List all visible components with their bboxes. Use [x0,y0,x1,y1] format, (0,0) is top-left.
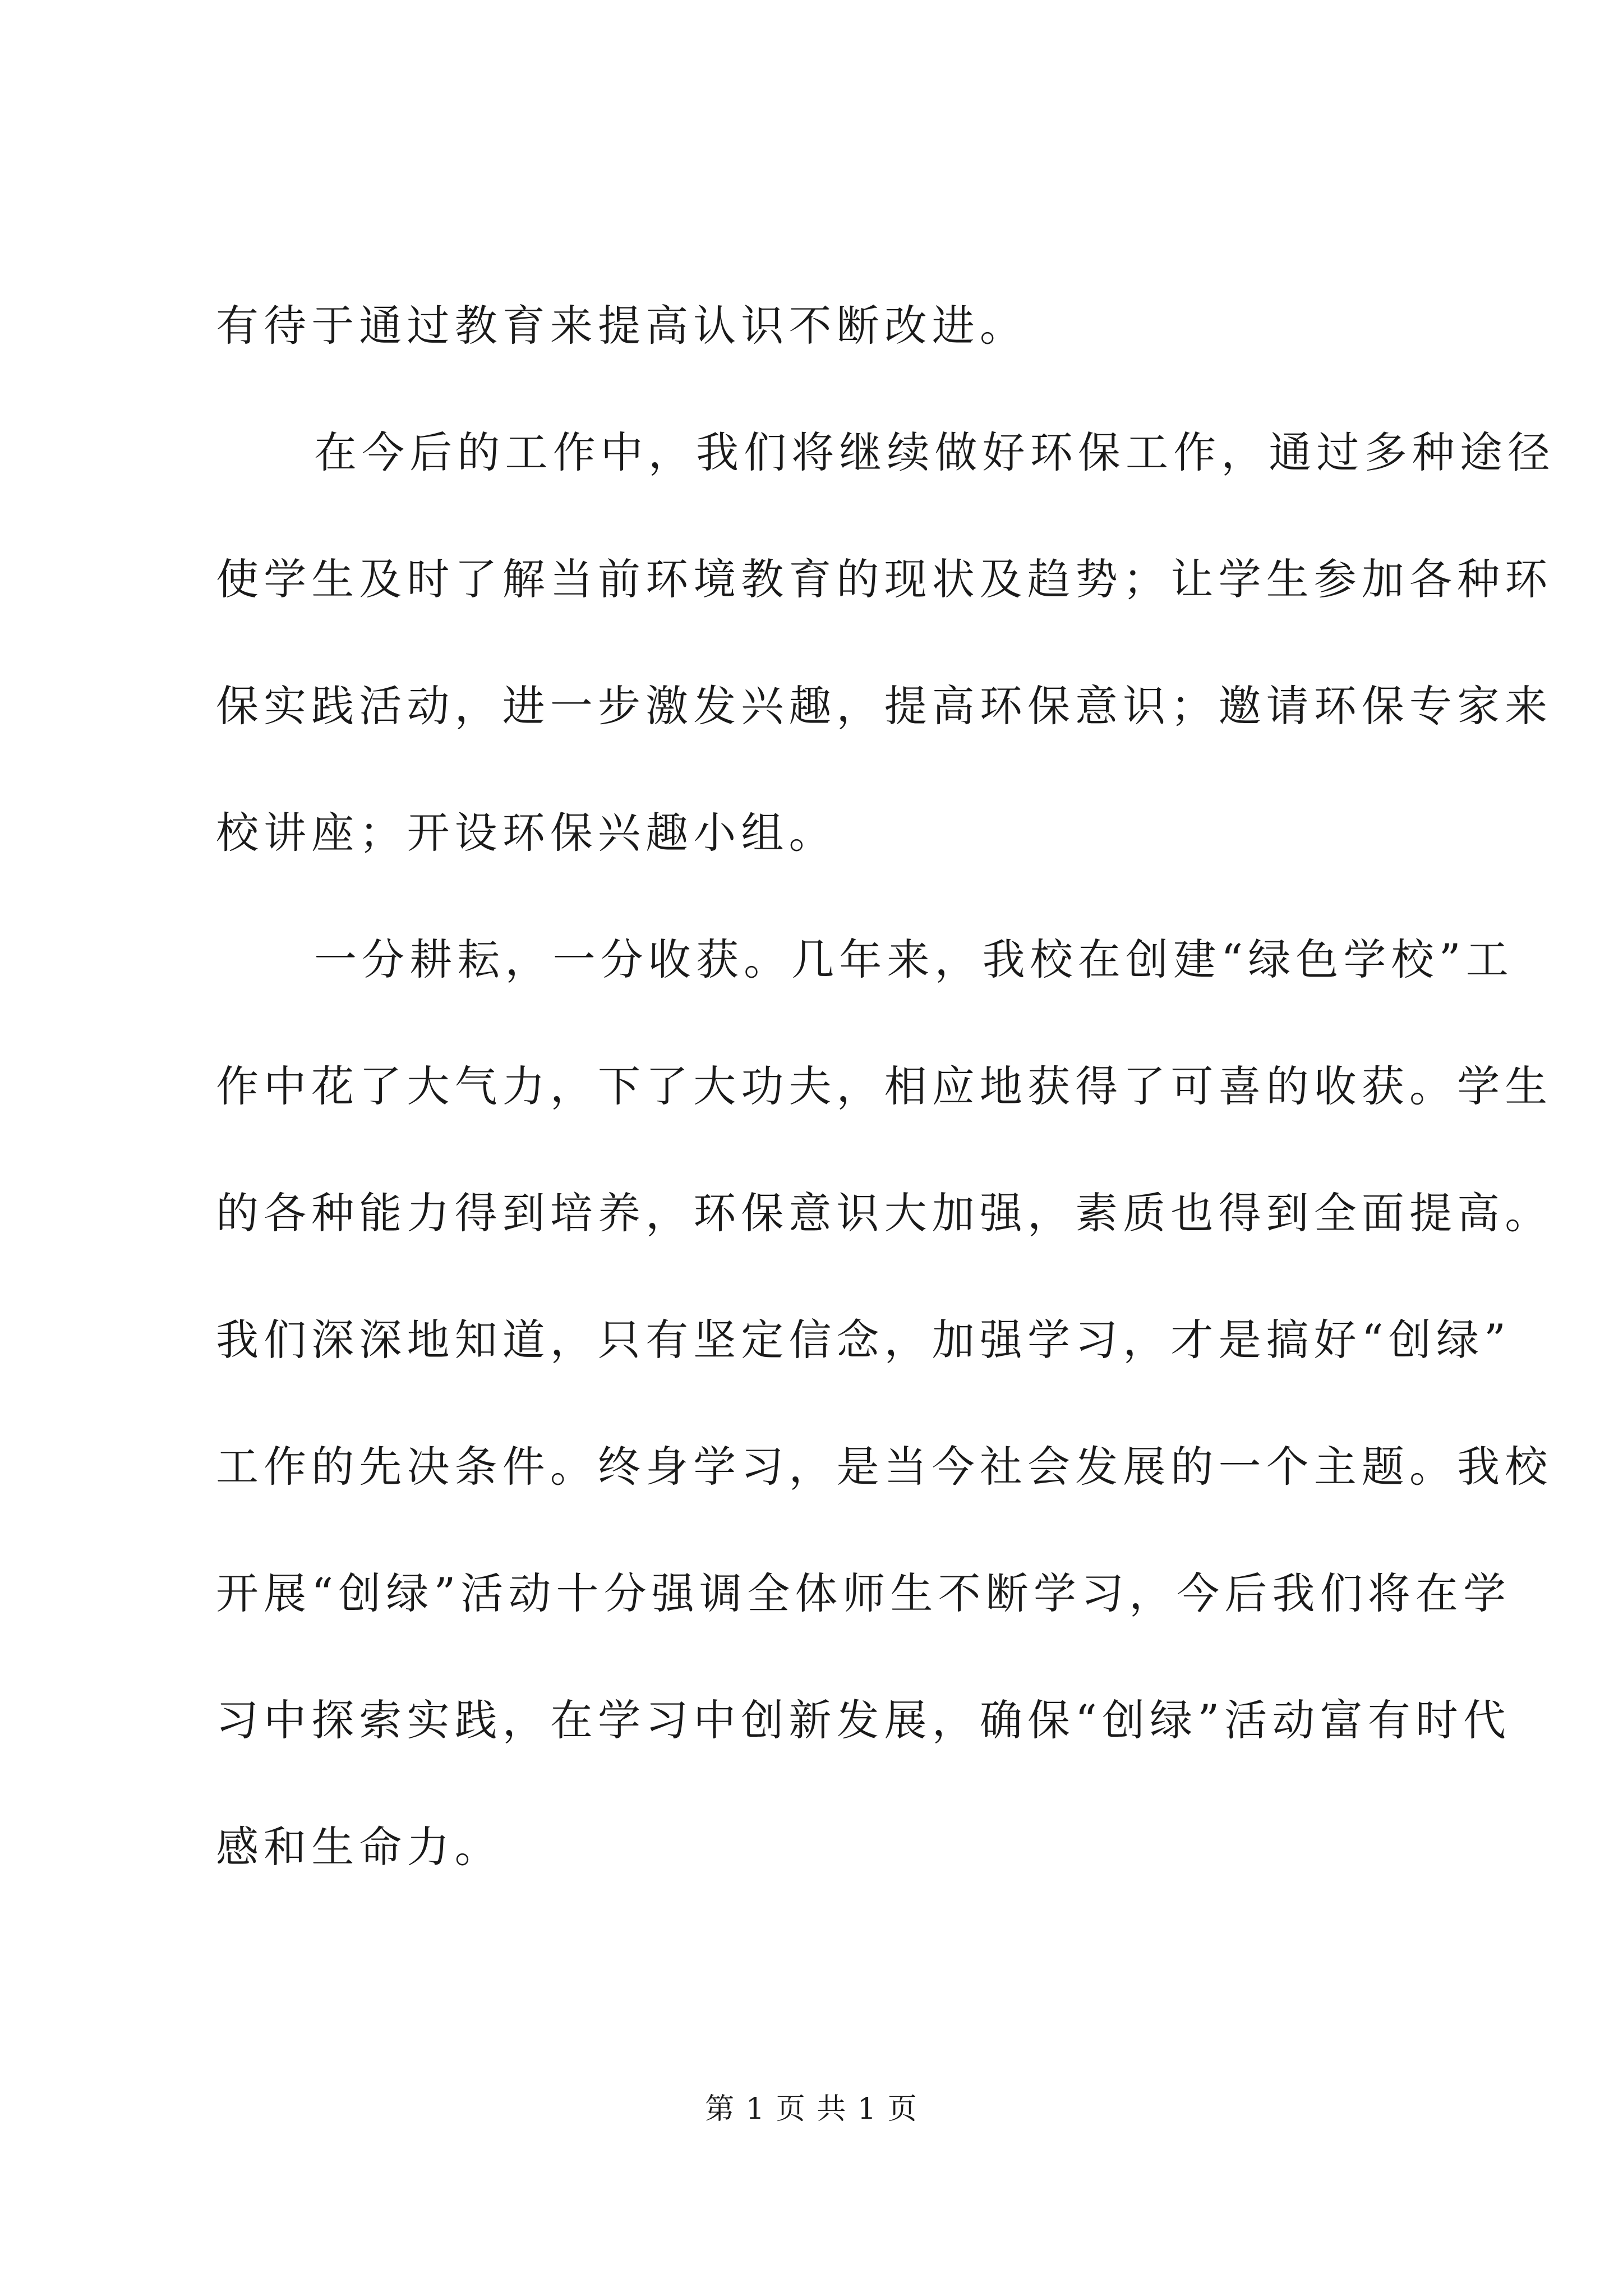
document-body [216,263,1556,1911]
text-line: 开展“创绿”活动十分强调全体师生不断学习，今后我们将在学 [216,1568,1511,1618]
text-line: 使学生及时了解当前环境教育的现状及趋势；让学生参加各种环 [216,554,1553,604]
paragraph-start-line: 在今后的工作中，我们将继续做好环保工作，通过多种途径 [314,427,1556,477]
page-number-footer: 第 1 页 共 1 页 [705,2092,918,2126]
text-line: 习中探索实践，在学习中创新发展，确保“创绿”活动富有时代 [216,1695,1511,1745]
text-line: 的各种能力得到培养，环保意识大加强，素质也得到全面提高。 [216,1188,1553,1238]
text-line: 工作的先决条件。终身学习，是当今社会发展的一个主题。我校 [216,1442,1553,1492]
text-line: 感和生命力。 [216,1822,502,1872]
text-line: 作中花了大气力，下了大功夫，相应地获得了可喜的收获。学生 [216,1061,1553,1111]
text-line: 有待于通过教育来提高认识不断改进。 [216,301,1028,351]
paragraph-start-line: 一分耕耘，一分收获。几年来，我校在创建“绿色学校”工 [314,935,1514,984]
text-line: 我们深深地知道，只有坚定信念，加强学习，才是搞好“创绿” [216,1315,1511,1365]
text-line: 校讲座；开设环保兴趣小组。 [216,808,837,858]
text-line: 保实践活动，进一步激发兴趣，提高环保意识；邀请环保专家来 [216,681,1553,731]
